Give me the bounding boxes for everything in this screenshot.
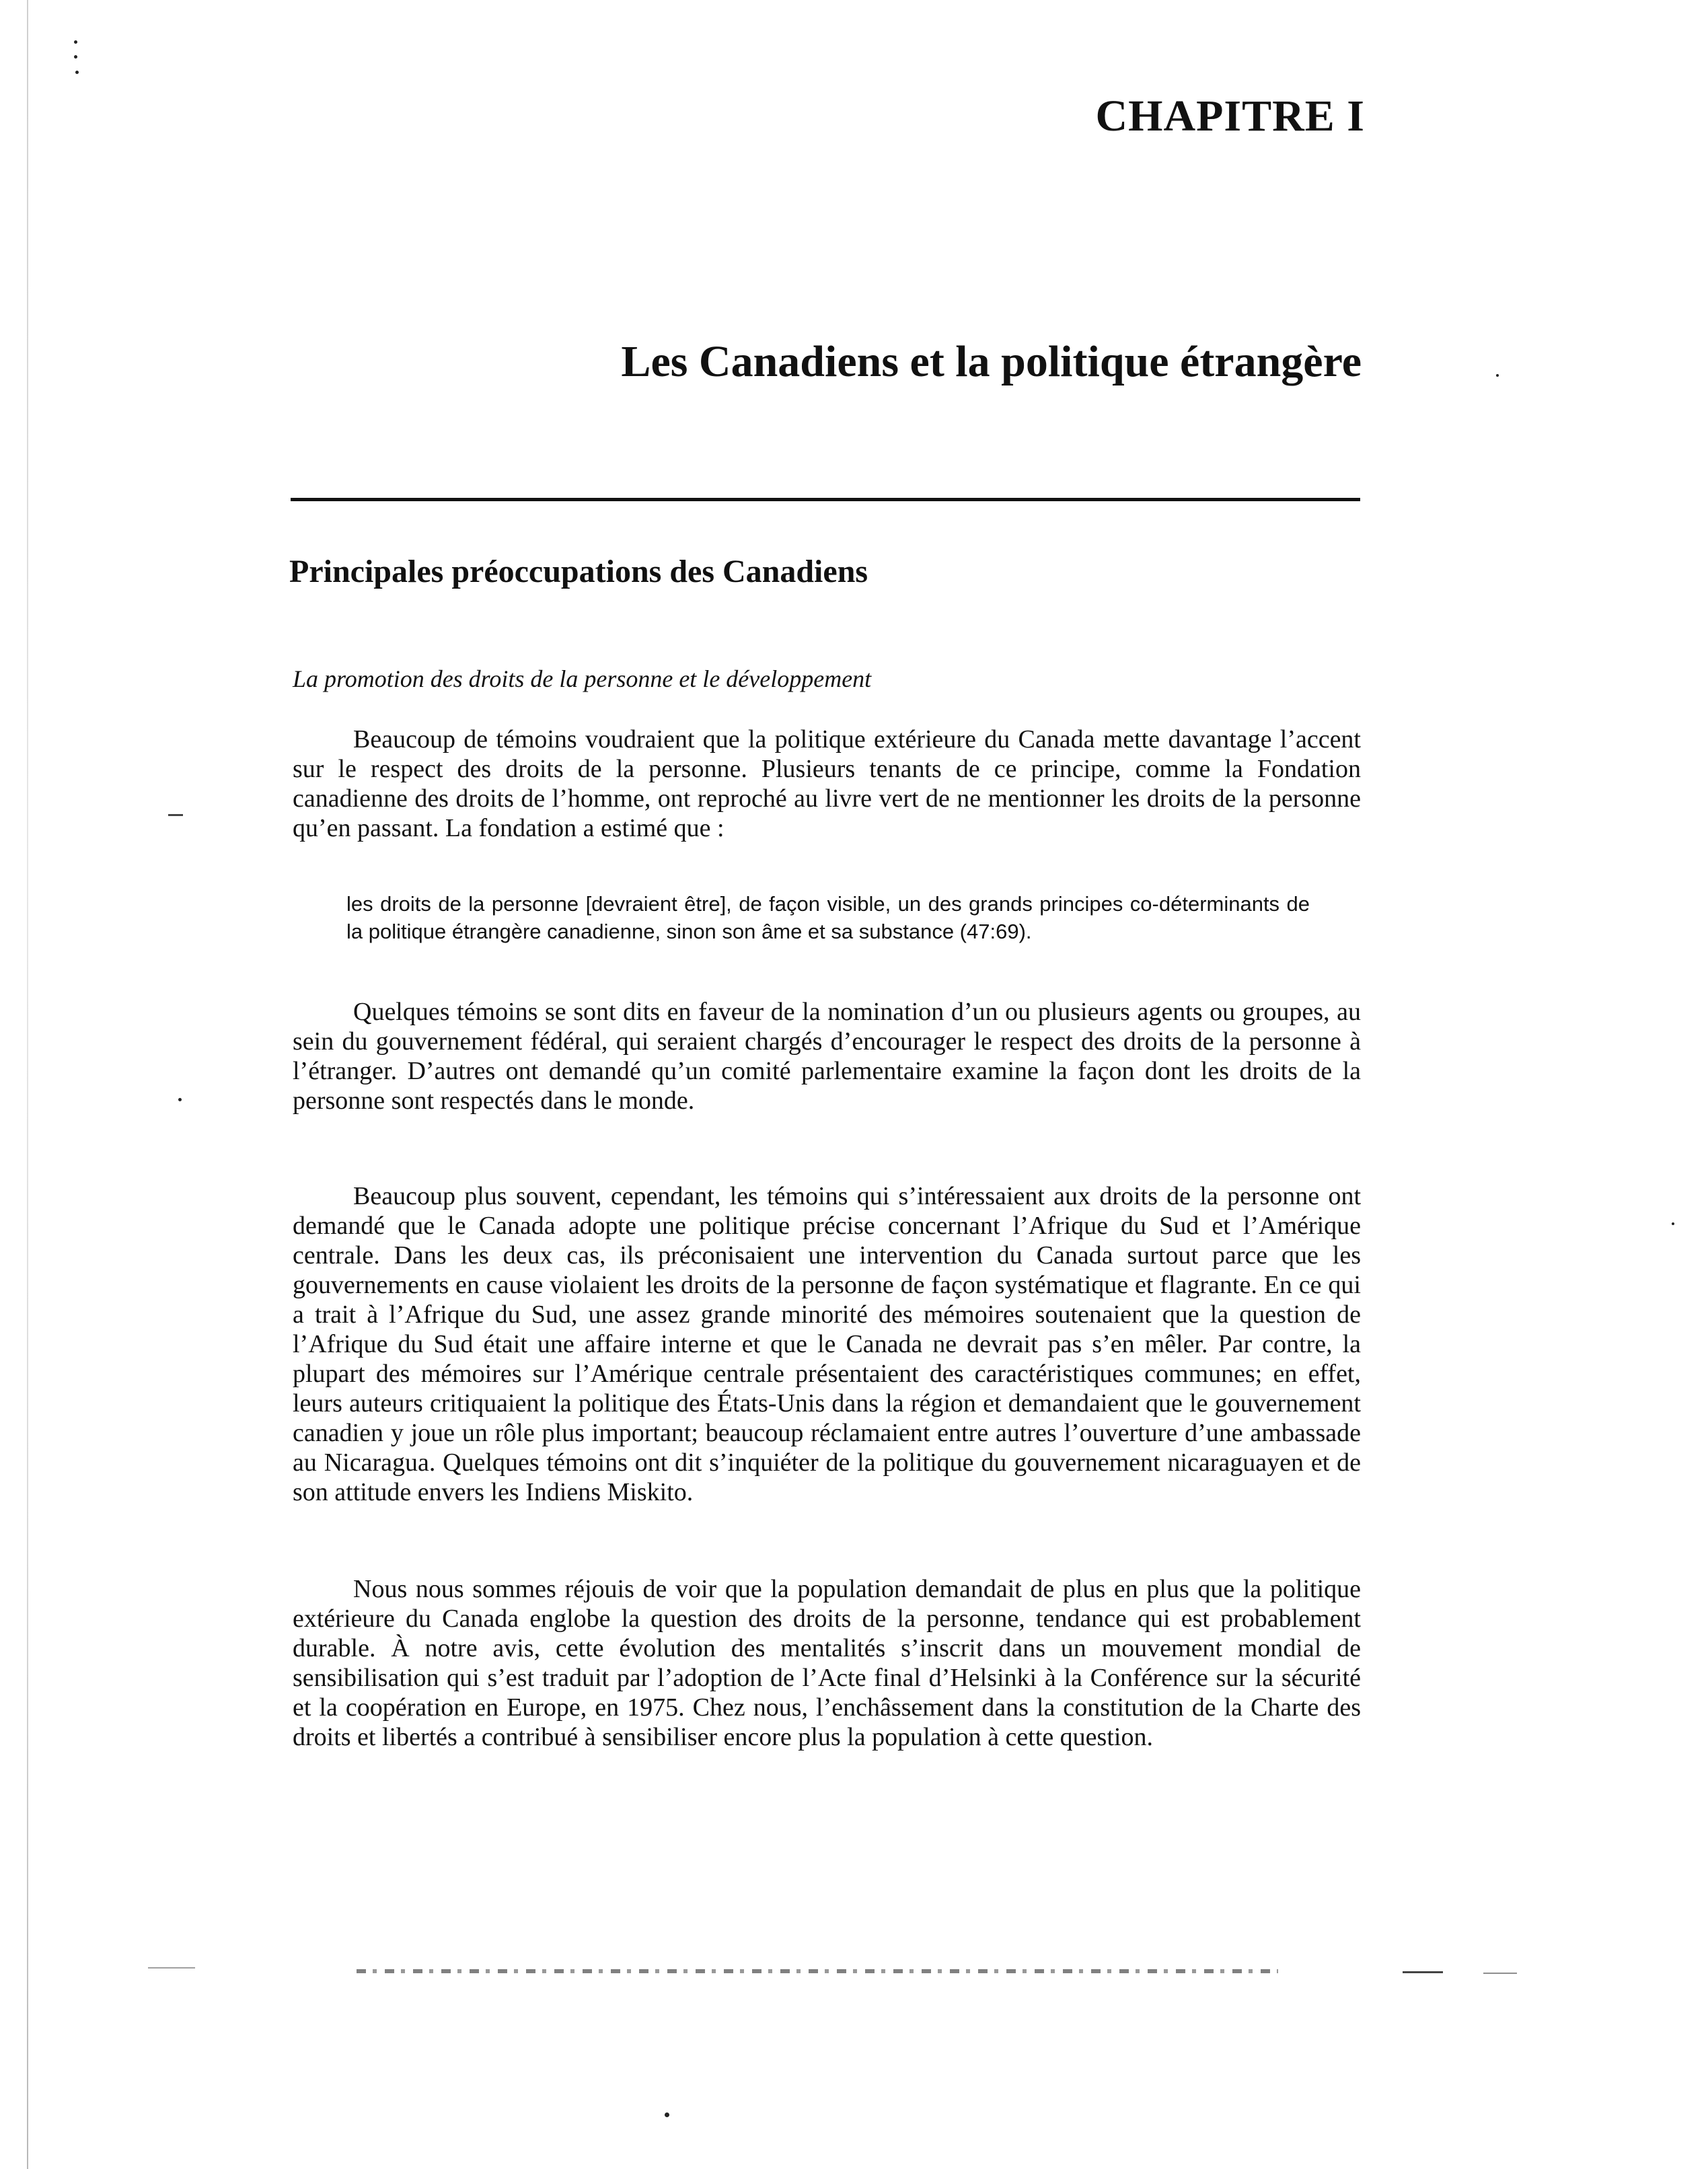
paragraph-text: Beaucoup plus souvent, cependant, les témoins qui s’intéressaient aux droits de la personne ont demandé que le Canada adopte une politique précise concernant l’Afrique du Sud et l’Amérique centrale. Dans les deux cas, ils préconisaient une intervention du Canada surtout parce que les gouvernements en cause violaient les droits de la personne de façon systématique et flagrante. En ce qui a trait à l’Afrique du Sud, une assez grande minorité des mémoires soutenaient que la question de l’Afrique du Sud était une affaire interne et que le Canada ne devrait pas s’en mêler. Par contre, la plupart des mémoires sur l’Amérique centrale présentaient des caractéristiques communes; en effet, leurs auteurs critiquaient la politique des États-Unis dans la région et demandaient que le gouvernement canadien y joue un rôle plus important; beaucoup réclamaient entre autres l’ouverture d’une ambassade au Nicaragua. Quelques témoins ont dit s’inquiéter de la politique du gouvernement nicaraguayen et de son attitude envers les Indiens Miskito. bbox=[293, 1182, 1361, 1506]
title-rule bbox=[291, 498, 1360, 501]
paragraph-text: Quelques témoins se sont dits en faveur de la nomination d’un ou plusieurs agents ou groupes, au sein du gouvernement fédéral, qui seraient chargés d’encourager le respect des droits de la personne à l’étranger. D’autres ont demandé qu’un comité parlementaire examine la façon dont les droits de la personne sont respectés dans le monde. bbox=[293, 998, 1361, 1115]
scan-speck bbox=[75, 71, 79, 74]
block-quote: les droits de la personne [devraient être], de façon visible, un des grands principes co-déterminants de la politique étrangère canadienne, sinon son âme et sa substance (47:69). bbox=[346, 892, 1310, 943]
scan-speck bbox=[74, 55, 77, 59]
scan-speck bbox=[178, 1098, 182, 1101]
scan-mark bbox=[168, 814, 183, 816]
scan-mark bbox=[1403, 1971, 1443, 1973]
scan-mark bbox=[1483, 1973, 1517, 1974]
paragraph-text: Nous nous sommes réjouis de voir que la population demandait de plus en plus que la politique extérieure du Canada englobe la question des droits de la personne, tendance qui est probablement durable. À notre avis, cette évolution des mentalités s’inscrit dans un mouvement mondial de sensibilisation qui s’est traduit par l’adoption de l’Acte final d’Helsinki à la Conférence sur la sécurité et la coopération en Europe, en 1975. Chez nous, l’enchâssement dans la constitution de la Charte des droits et libertés a contribué à sensibiliser encore plus la population à cette question. bbox=[293, 1575, 1361, 1751]
scan-speck bbox=[74, 40, 77, 44]
paragraph-text: Beaucoup de témoins voudraient que la politique extérieure du Canada mette davantage l’accent sur le respect des droits de la personne. Plusieurs tenants de ce principe, comme la Fondation canadienne des droits de l’homme, ont reproché au livre vert de ne mentionner les droits de la personne qu’en passant. La fondation a estimé que : bbox=[293, 725, 1361, 842]
section-heading: Principales préoccupations des Canadiens bbox=[289, 554, 868, 589]
subsection-heading: La promotion des droits de la personne et le développement bbox=[293, 665, 872, 692]
chapter-title: Les Canadiens et la politique étrangère bbox=[621, 337, 1362, 386]
scan-edge-artifact bbox=[27, 0, 28, 2169]
scan-mark bbox=[148, 1967, 195, 1969]
scan-speck bbox=[665, 2112, 669, 2117]
body-paragraph bbox=[293, 1574, 1361, 1752]
body-paragraph bbox=[293, 997, 1361, 1115]
chapter-label: CHAPITRE I bbox=[1095, 91, 1365, 141]
bottom-dotted-rule bbox=[357, 1969, 1278, 1973]
body-paragraph bbox=[293, 725, 1361, 843]
scan-speck bbox=[1672, 1222, 1674, 1225]
body-paragraph bbox=[293, 1181, 1361, 1507]
scan-speck bbox=[1496, 374, 1499, 377]
